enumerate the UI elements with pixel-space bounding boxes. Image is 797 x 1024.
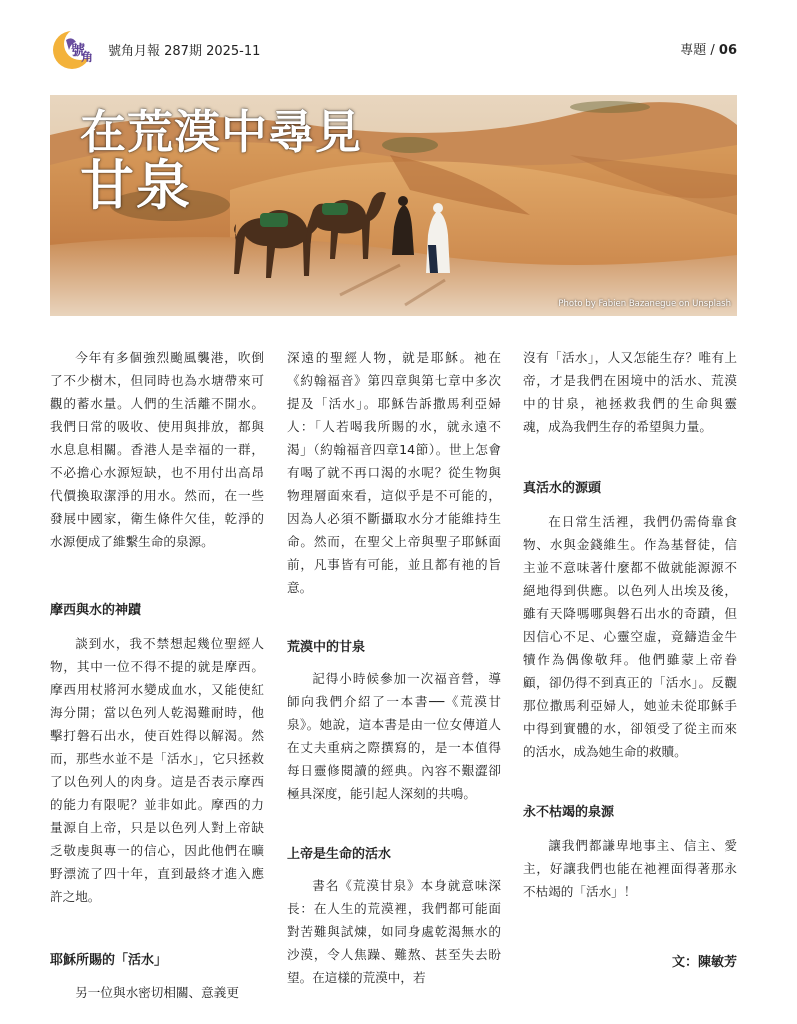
paragraph: 在日常生活裡，我們仍需倚靠食物、水與金錢維生。作為基督徒，信主並不意味著什麼都不做就能源源不絕地得到供應。以色列人出埃及後，雖有天降嗎哪與磐石出水的奇蹟，但因信心不足、心靈空虛，竟鑄造金牛犢作為偶像敬拜。他們雖蒙上帝眷顧，卻仍得不到真正的「活水」。反觀那位撒馬利亞婦人，她並未從耶穌手中得到實體的水，卻領受了從主而來的活水，成為她生命的救贖。	[523, 514, 737, 759]
page-header	[0, 0, 797, 88]
paragraph: 深遠的聖經人物，就是耶穌。祂在《約翰福音》第四章與第七章中多次提及「活水」。耶穌告訴撒馬利亞婦人：「人若喝我所賜的水，就永遠不渴」（約翰福音四章14節）。世上怎會有喝了就不再口渴的水呢？從生物與物理層面來看，這似乎是不可能的，因為人必須不斷攝取水分才能維持生命。然而，在聖父上帝與聖子耶穌面前，凡事皆有可能，並且都有祂的旨意。	[287, 350, 501, 595]
article-column-2	[287, 346, 501, 989]
paragraph: 記得小時候參加一次福音營，導師向我們介紹了一本書──《荒漠甘泉》。她說，這本書是由一位女傳道人在丈夫重病之際撰寫的，是一本值得每日靈修閱讀的經典。內容不艱澀卻極具深度，能引起人深刻的共鳴。	[287, 671, 501, 801]
separator: /	[710, 43, 715, 58]
article-column-1	[50, 346, 264, 1004]
title-line-1: 在荒漠中尋見	[80, 105, 362, 159]
subheading-moses: 摩西與水的神蹟	[50, 603, 142, 618]
svg-text:角: 角	[81, 50, 94, 64]
author-byline: 文：陳敏芳	[671, 955, 737, 970]
hero-banner	[50, 95, 737, 316]
paragraph: 讓我們都謙卑地事主、信主、愛主，好讓我們也能在祂裡面得著那永不枯竭的「活水」！	[523, 838, 737, 899]
photo-credit: Photo by Fabien Bazanegue on Unsplash	[558, 299, 731, 309]
subheading-living-water: 耶穌所賜的「活水」	[50, 953, 168, 968]
section-name: 專題	[680, 43, 707, 58]
paragraph: 今年有多個強烈颱風襲港，吹倒了不少樹木，但同時也為水塘帶來可觀的蓄水量。人們的生活離不開水。我們日常的吸收、使用與排放，都與水息息相關。香港人是幸福的一群，不必擔心水源短缺，也不用付出高昂代價換取潔淨的用水。然而，在一些發展中國家，衛生條件欠佳，乾淨的水源便成了維繫生命的泉源。	[50, 350, 264, 549]
title-line-2: 甘泉	[80, 154, 192, 217]
section-page-label	[680, 39, 737, 58]
moon-horn-logo-icon	[50, 28, 96, 72]
magazine-issue: 號角月報 287期 2025-11	[108, 44, 261, 59]
page-number: 06	[718, 43, 737, 58]
article-column-3	[523, 346, 737, 903]
paragraph: 書名《荒漠甘泉》本身就意味深長：在人生的荒漠裡，我們都可能面對苦難與試煉，如同身處乾渴無水的沙漠，令人焦躁、難熬、甚至失去盼望。在這樣的荒漠中，若	[287, 878, 501, 985]
paragraph: 談到水，我不禁想起幾位聖經人物，其中一位不得不提的就是摩西。摩西用杖將河水變成血水，又能使紅海分開；當以色列人乾渴難耐時，他擊打磐石出水，使百姓得以解渴。然而，那些水並不是「活水」，它只拯救了以色列人的肉身。這是否表示摩西的能力有限呢？並非如此。摩西的力量源自上帝，只是以色列人對上帝缺乏敬虔與專一的信心，因此他們在曠野漂流了四十年，直到最終才進入應許之地。	[50, 636, 264, 904]
paragraph: 另一位與水密切相關、意義更	[75, 985, 239, 1000]
subheading-true-source: 真活水的源頭	[523, 481, 602, 496]
paragraph: 沒有「活水」，人又怎能生存？唯有上帝，才是我們在困境中的活水、荒漠中的甘泉，祂拯救我們的生命與靈魂，成為我們生存的希望與力量。	[523, 350, 737, 434]
subheading-desert-spring: 荒漠中的甘泉	[287, 640, 366, 655]
svg-text:號: 號	[71, 43, 85, 59]
subheading-never-dry: 永不枯竭的泉源	[523, 805, 615, 820]
subheading-god-living-water: 上帝是生命的活水	[287, 847, 392, 862]
article-title	[80, 105, 362, 217]
